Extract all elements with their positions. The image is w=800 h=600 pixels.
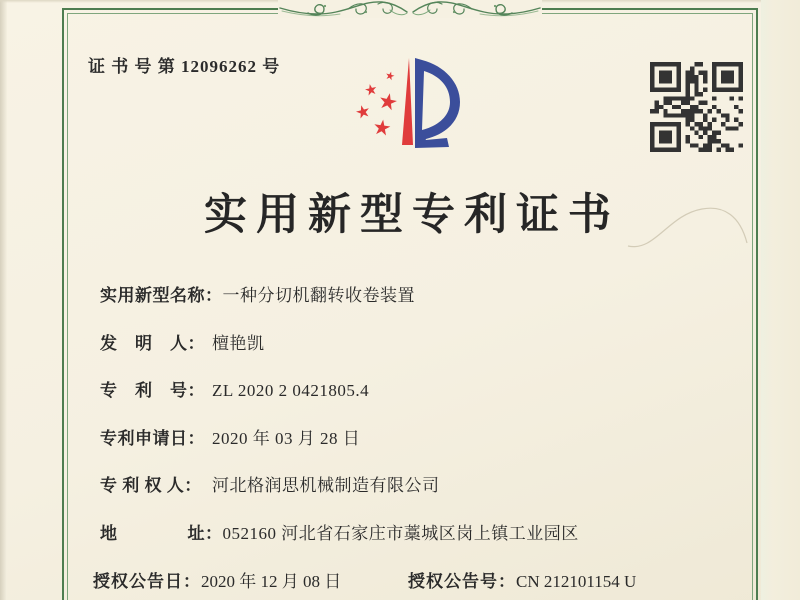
page-edge-left [0, 0, 7, 600]
certificate-title: 实用新型专利证书 [204, 192, 620, 239]
field-label: 实用新型名称： [100, 286, 223, 305]
flourish-ornament-icon [278, 0, 542, 19]
certificate-number: 证 书 号 第 12096262 号 [88, 57, 281, 76]
field-row-inventor [100, 329, 265, 354]
grant-date-field [93, 567, 341, 592]
field-row-filing-date [100, 424, 360, 449]
grant-date-label: 授权公告日： [93, 572, 201, 591]
grant-date-value: 2020 年 12 月 08 日 [201, 572, 342, 591]
field-label: 发 明 人： [100, 334, 205, 353]
field-row-patentee [100, 471, 440, 496]
grant-number-field [408, 567, 636, 592]
grant-number-value: CN 212101154 U [516, 572, 637, 591]
page-edge-right [761, 0, 800, 600]
grant-number-label: 授权公告号： [408, 572, 516, 591]
field-row-utility-model-name [100, 281, 415, 306]
field-value: 河北格润思机械制造有限公司 [212, 476, 440, 495]
field-label: 专 利 权 人： [100, 476, 202, 495]
field-label: 专 利 号： [100, 381, 205, 400]
field-label: 专利申请日： [100, 429, 205, 448]
field-value: 一种分切机翻转收卷装置 [222, 286, 415, 305]
cnipa-logo-icon [350, 56, 464, 154]
field-row-patent-number [100, 376, 369, 401]
field-value: 檀艳凯 [212, 334, 265, 353]
field-value: 052160 河北省石家庄市藁城区岗上镇工业园区 [222, 524, 579, 543]
field-value: 2020 年 03 月 28 日 [212, 429, 361, 448]
qr-code [650, 62, 743, 152]
field-label: 地 址： [100, 524, 223, 543]
field-row-address [100, 519, 579, 544]
field-value: ZL 2020 2 0421805.4 [212, 381, 370, 400]
